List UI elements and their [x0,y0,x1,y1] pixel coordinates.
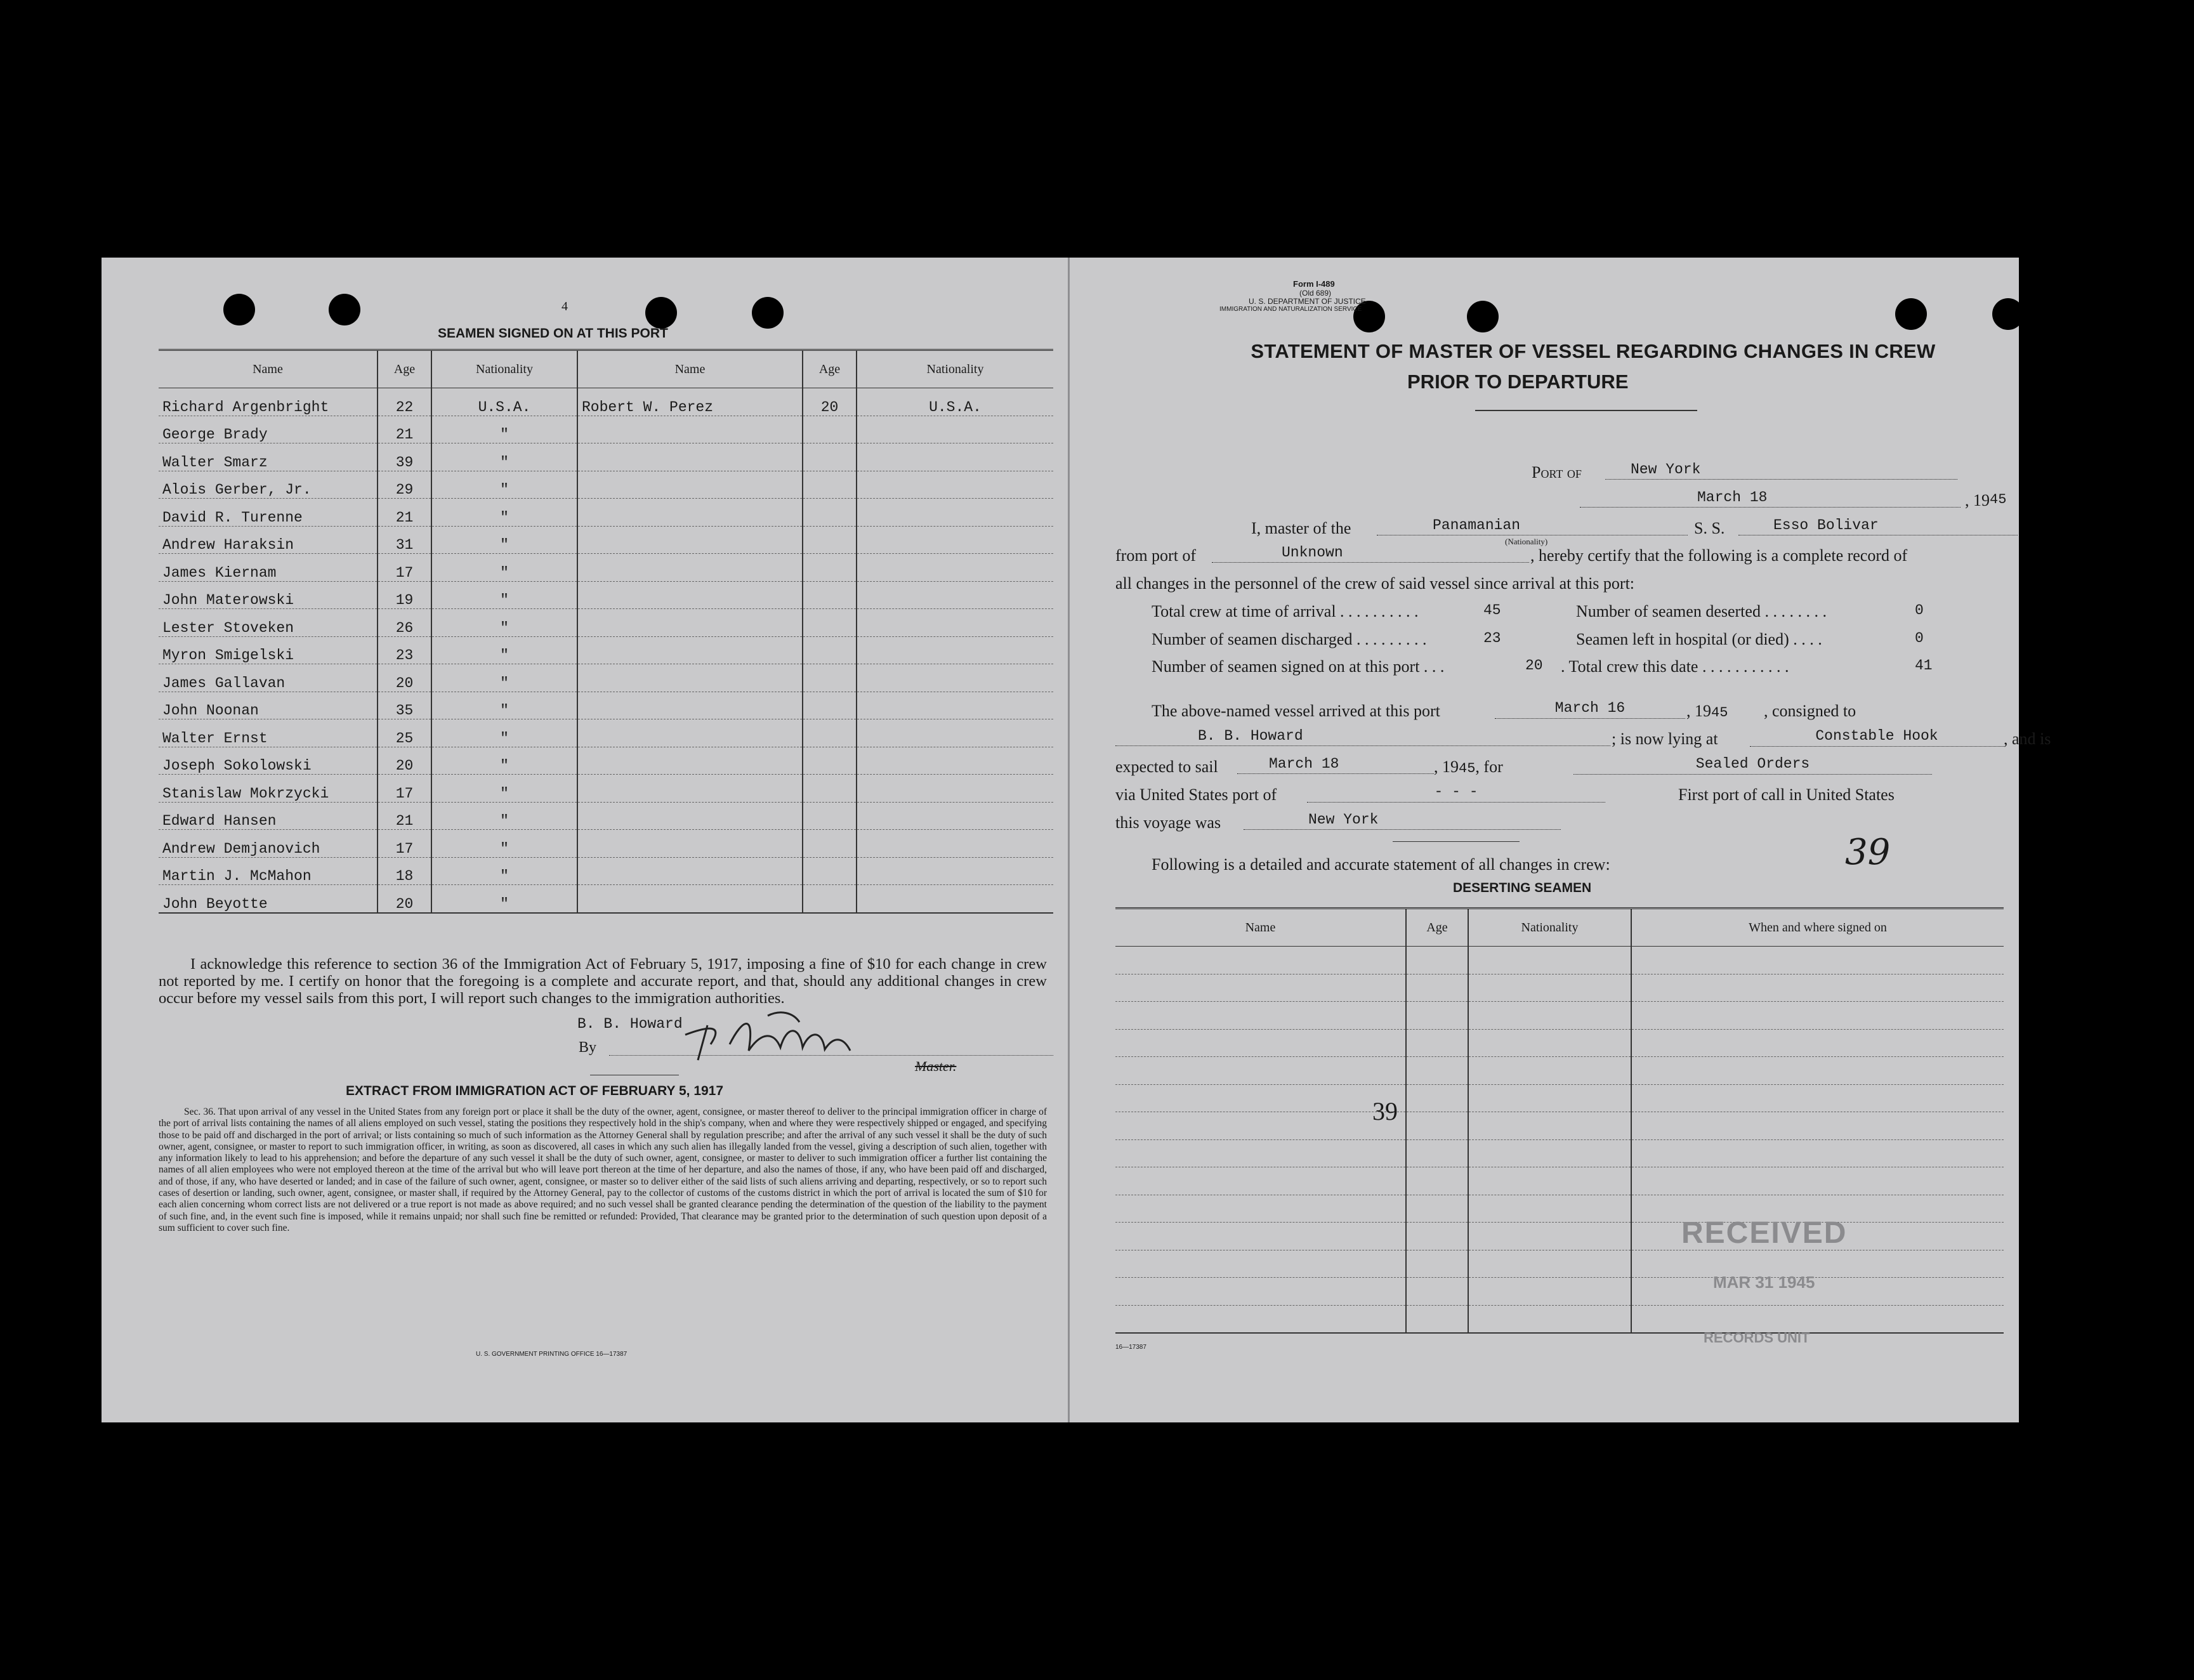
empty-cell [1115,1278,1406,1306]
seaman-nationality [857,636,1053,664]
table-row [159,636,1053,664]
empty-cell [1406,1139,1468,1167]
seaman-name: John Noonan [159,692,378,719]
discharged-label: Number of seamen discharged . . . . . . . . . [1152,630,1427,648]
seaman-name [577,636,803,664]
seaman-name: Alois Gerber, Jr. [159,471,378,499]
table-row [159,554,1053,582]
punch-hole [223,294,255,325]
seaman-age: 35 [378,692,431,719]
seaman-nationality: " [431,471,577,499]
table-row [159,857,1053,885]
seaman-age [803,609,857,637]
empty-cell [1631,1029,2004,1057]
table-row [159,581,1053,609]
table-row [1115,1167,2004,1195]
seaman-age: 39 [378,443,431,471]
divider [1393,841,1520,842]
empty-cell [1468,1002,1631,1030]
empty-cell [1115,1057,1406,1085]
seaman-age: 20 [378,664,431,692]
sail-year-value: 45 [1459,761,1476,777]
lying-label: ; is now lying at [1612,730,1718,748]
column-header: Age [378,350,431,388]
empty-cell [1115,1305,1406,1333]
crew-arrival-value: 45 [1483,602,1501,619]
table-row [159,802,1053,830]
vessel-value: Esso Bolivar [1738,516,2018,535]
seaman-nationality: " [431,416,577,443]
column-header: Name [159,350,378,388]
empty-cell [1631,1278,2004,1306]
port-value: New York [1605,461,1957,480]
via-label: via United States port of [1115,785,1277,804]
from-port-label: from port of [1115,546,1197,565]
nationality-caption: (Nationality) [1505,537,1548,546]
seaman-nationality: " [431,857,577,885]
empty-cell [1631,1057,2004,1085]
seaman-nationality [857,857,1053,885]
table-row [1115,1305,2004,1333]
seaman-nationality: U.S.A. [857,388,1053,416]
seaman-nationality: " [431,636,577,664]
seaman-age [803,636,857,664]
discharged-value: 23 [1483,630,1501,646]
seaman-nationality [857,885,1053,913]
master-label: I, master of the [1251,519,1351,537]
seaman-age [803,499,857,527]
table-row [159,664,1053,692]
seaman-age [803,443,857,471]
empty-cell [1406,1112,1468,1140]
table-row [159,526,1053,554]
seamen-signed-table [159,349,1053,914]
empty-cell [1631,1112,2004,1140]
table-row [159,885,1053,913]
table-row [1115,947,2004,975]
master-label: Master. [915,1058,957,1074]
form-title-line1: STATEMENT OF MASTER OF VESSEL REGARDING CHANGES IN CREW [1251,340,1936,362]
arrived-year: , 1945 [1686,702,1728,721]
table-row [159,692,1053,719]
seaman-name [577,775,803,803]
seaman-name: Martin J. McMahon [159,857,378,885]
table-row [159,609,1053,637]
seaman-nationality [857,526,1053,554]
empty-cell [1115,1195,1406,1223]
seaman-age [803,692,857,719]
table-row [1115,1195,2004,1223]
table-row [1115,1002,2004,1030]
document-sheet [102,258,2051,1422]
via-port-value: - - - [1307,783,1605,803]
empty-cell [1115,1112,1406,1140]
seaman-age [803,885,857,913]
and-is-label: , and is [2004,730,2051,748]
seaman-name [577,609,803,637]
table-row [1115,1278,2004,1306]
seaman-nationality: " [431,692,577,719]
handwritten-note: ​ [1825,271,1830,299]
empty-cell [1406,947,1468,975]
column-header: Age [803,350,857,388]
deserting-title: DESERTING SEAMEN [1453,881,1592,895]
seaman-age: 29 [378,471,431,499]
seaman-name: Joseph Sokolowski [159,747,378,775]
certify-text-2: all changes in the personnel of the crew of said vessel since arrival at this port: [1115,574,1635,593]
seaman-nationality: " [431,499,577,527]
seaman-nationality: " [431,830,577,858]
seaman-nationality [857,443,1053,471]
seaman-nationality: " [431,885,577,913]
seaman-age [803,775,857,803]
table-row [159,830,1053,858]
seaman-name [577,526,803,554]
seaman-name: Robert W. Perez [577,388,803,416]
nationality-value: Panamanian [1377,516,1688,535]
seaman-name: Myron Smigelski [159,636,378,664]
empty-cell [1406,974,1468,1002]
extract-text: Sec. 36. That upon arrival of any vessel in the United States from any foreign port or place it shall be the duty of the owner, agent, consignee, or master thereof to deliver to the principal immigration officer in charge of the port of arrival lists containing the names of all aliens employed on such vessel, stating the positions they respectively hold in the ship's company, when and where they were respectively shipped or engaged, and specifying those to be paid off and discharged in the port of arrival; or lists containing so much of such information as the Attorney General shall by regulation prescribe; and after the arrival of any such vessel it shall be the duty of such owner, agent, consignee, or master to report to such immigration officer, in writing, as soon as discovered, all cases in which any such alien has illegally landed from the vessel, giving a description of such alien, together with any information likely to lead to his apprehension; and before the departure of any such vessel it shall be the duty of such owner, agent, consignee, or master to deliver to such immigration officer a further list containing the names of all alien employees who were not employed thereon at the time of the arrival but who will leave port thereon at the time of her departure, and also the names of those, if any, who have been paid off and discharged, and of those, if any, who have deserted or landed; and in case of the failure of such owner, agent, consignee, or master so to deliver either of the said lists of such aliens arriving and departing, respectively, or so to report such cases of desertion or landing, such owner, agent, consignee, or master shall, if required by the Attorney General, pay to the collector of customs of the customs district in which the port of arrival is located the sum of $10 for each alien concerning whom correct lists are not delivered or a true report is not made as above required; and no such vessel shall be granted clearance pending the determination of the question of the liability to the payment of such fine, and, in the event such fine is imposed, while it remains unpaid; nor shall such fine be remitted or refunded: Provided, That clearance may be granted prior to the determination of such question upon deposit of a sum sufficient to cover such fine. [159,1106,1047,1233]
column-header: Age [1406,909,1468,947]
seaman-age: 25 [378,719,431,747]
table-row [1115,1139,2004,1167]
empty-cell [1468,1250,1631,1278]
seaman-nationality: " [431,802,577,830]
arrived-year-value: 45 [1711,705,1728,721]
seaman-nationality: " [431,719,577,747]
empty-cell [1406,1057,1468,1085]
seaman-name: John Materowski [159,581,378,609]
seaman-age: 31 [378,526,431,554]
seaman-nationality [857,719,1053,747]
empty-cell [1115,1029,1406,1057]
empty-cell [1468,1305,1631,1333]
empty-cell [1406,1305,1468,1333]
empty-cell [1468,1112,1631,1140]
seaman-nationality: U.S.A. [431,388,577,416]
empty-cell [1468,1167,1631,1195]
hospital-label: Seamen left in hospital (or died) . . . . [1576,630,1822,648]
seaman-age: 21 [378,499,431,527]
column-header: Name [1115,909,1406,947]
year-prefix: , 1945 [1965,491,2007,509]
empty-cell [1631,947,2004,975]
table-row [159,388,1053,416]
seaman-age: 19 [378,581,431,609]
right-footer: 16—17387 [1115,1344,1146,1351]
received-stamp: RECEIVED [1681,1216,1848,1250]
seaman-name [577,692,803,719]
year-value: 45 [1990,492,2007,508]
punch-hole [329,294,360,325]
seaman-name [577,443,803,471]
seaman-age: 21 [378,802,431,830]
empty-cell [1406,1278,1468,1306]
seaman-age [803,581,857,609]
seaman-name [577,747,803,775]
date-value: March 18 [1580,489,1961,508]
seaman-age [803,830,857,858]
seaman-nationality [857,692,1053,719]
empty-cell [1468,1057,1631,1085]
empty-cell [1115,1167,1406,1195]
seaman-nationality [857,830,1053,858]
seaman-nationality [857,747,1053,775]
deserted-value: 0 [1915,602,1924,619]
signed-on-label: Number of seamen signed on at this port . . . [1152,657,1445,676]
seaman-nationality [857,775,1053,803]
seaman-nationality [857,802,1053,830]
seaman-age [803,857,857,885]
stamp-date: MAR 31 1945 [1713,1273,1815,1292]
empty-cell [1406,1250,1468,1278]
seaman-name: Andrew Demjanovich [159,830,378,858]
column-header: Name [577,350,803,388]
table-row [1115,1057,2004,1085]
table-row [1115,974,2004,1002]
seaman-age: 23 [378,636,431,664]
table-row [159,471,1053,499]
empty-cell [1115,947,1406,975]
column-header: When and where signed on [1631,909,2004,947]
first-port-value: New York [1244,811,1561,830]
empty-cell [1468,1139,1631,1167]
crew-arrival-label: Total crew at time of arrival . . . . . . . . . . [1152,602,1419,620]
seaman-nationality: " [431,554,577,582]
sail-date: March 18 [1237,755,1434,774]
empty-cell [1631,974,2004,1002]
seaman-name [577,471,803,499]
seaman-name: George Brady [159,416,378,443]
empty-cell [1468,1195,1631,1223]
empty-cell [1631,1250,2004,1278]
seaman-name: Walter Ernst [159,719,378,747]
seaman-age: 20 [378,747,431,775]
table-row [159,499,1053,527]
form-title-line2: PRIOR TO DEPARTURE [1407,371,1629,393]
seaman-age: 17 [378,554,431,582]
center-number: 39 [1372,1097,1398,1125]
punch-hole [1467,301,1499,332]
seaman-nationality: " [431,526,577,554]
empty-cell [1406,1195,1468,1223]
signed-on-value: 20 [1525,657,1543,674]
seaman-name [577,885,803,913]
table-row [159,719,1053,747]
seaman-nationality [857,499,1053,527]
department: U. S. DEPARTMENT OF JUSTICE [1249,297,1366,306]
seaman-name [577,499,803,527]
seaman-age [803,416,857,443]
empty-cell [1468,1278,1631,1306]
form-id: Form I-489 [1293,279,1335,289]
column-header: Nationality [857,350,1053,388]
page-number: 4 [562,299,568,313]
seaman-age [803,802,857,830]
signer-typed-name: B. B. Howard [577,1016,683,1032]
seaman-age: 20 [378,885,431,913]
for-label: , for [1475,758,1503,776]
seaman-nationality [857,416,1053,443]
arrived-label: The above-named vessel arrived at this port [1152,702,1440,720]
seaman-age: 22 [378,388,431,416]
empty-cell [1406,1084,1468,1112]
form-old: (Old 689) [1299,289,1332,298]
first-port-label: First port of call in United States [1678,785,1895,804]
seaman-age: 21 [378,416,431,443]
column-header: Nationality [431,350,577,388]
empty-cell [1631,1305,2004,1333]
hospital-value: 0 [1915,630,1924,646]
seaman-name [577,857,803,885]
empty-cell [1468,1223,1631,1250]
seaman-nationality: " [431,775,577,803]
total-label: . Total crew this date . . . . . . . . . . . [1561,657,1789,676]
from-port-value: Unknown [1212,544,1529,563]
seaman-name: Lester Stoveken [159,609,378,637]
seaman-age: 18 [378,857,431,885]
seaman-name: Andrew Haraksin [159,526,378,554]
seaman-nationality: " [431,664,577,692]
seaman-name: Richard Argenbright [159,388,378,416]
empty-cell [1115,1084,1406,1112]
records-unit-stamp: RECORDS UNIT [1704,1330,1810,1346]
lying-at-value: Constable Hook [1750,727,2004,747]
seaman-nationality: " [431,609,577,637]
deserting-seamen-table [1115,907,2004,1334]
seaman-name [577,581,803,609]
seaman-name [577,664,803,692]
consigned-label: , consigned to [1764,702,1856,720]
empty-cell [1468,1029,1631,1057]
empty-cell [1115,1250,1406,1278]
seaman-age: 26 [378,609,431,637]
deserted-label: Number of seamen deserted . . . . . . . . [1576,602,1827,620]
seaman-nationality [857,554,1053,582]
seaman-age [803,747,857,775]
table-row [1115,1112,2004,1140]
empty-cell [1115,1223,1406,1250]
port-label: Port of [1532,463,1582,482]
seaman-age [803,719,857,747]
seaman-age [803,526,857,554]
total-value: 41 [1915,657,1933,674]
extract-title: EXTRACT FROM IMMIGRATION ACT OF FEBRUARY 5, 1917 [346,1084,724,1098]
empty-cell [1115,974,1406,1002]
page-fold [1068,258,1070,1422]
acknowledgement-text: I acknowledge this reference to section 36 of the Immigration Act of February 5, 1917, imposing a fine of $10 for each change in crew not reported by me. I certify on honor that the foregoing is a complete and accurate report, and that, should any additional changes in crew occur before my vessel sails from this port, I will report such changes to the immigration authorities. [159,955,1047,1007]
arrived-date: March 16 [1495,699,1685,719]
table-row [159,443,1053,471]
empty-cell [1631,1167,2004,1195]
table-row [159,747,1053,775]
by-label: By [579,1039,597,1056]
empty-cell [1468,947,1631,975]
empty-cell [1468,974,1631,1002]
table-row [1115,1084,2004,1112]
seaman-age: 17 [378,830,431,858]
seaman-nationality: " [431,443,577,471]
seaman-nationality [857,664,1053,692]
seaman-name: Edward Hansen [159,802,378,830]
seaman-age [803,554,857,582]
empty-cell [1631,1084,2004,1112]
seaman-name [577,802,803,830]
seaman-age [803,664,857,692]
empty-cell [1406,1167,1468,1195]
empty-cell [1631,1002,2004,1030]
table-row [159,775,1053,803]
service: IMMIGRATION AND NATURALIZATION SERVICE [1219,306,1362,313]
certify-text: , hereby certify that the following is a complete record of [1530,546,1908,565]
section-title: SEAMEN SIGNED ON AT THIS PORT [438,326,668,341]
table-row [1115,1029,2004,1057]
consignee-value: B. B. Howard [1115,727,1610,746]
ss-label: S. S. [1694,519,1725,537]
seaman-name [577,554,803,582]
seaman-nationality [857,581,1053,609]
expected-label: expected to sail [1115,758,1218,776]
punch-hole [1895,298,1927,330]
seaman-age: 17 [378,775,431,803]
empty-cell [1406,1223,1468,1250]
empty-cell [1115,1139,1406,1167]
punch-hole [752,297,784,329]
seaman-name [577,719,803,747]
sail-year: , 1945, for [1434,758,1503,777]
handwritten-number: 39 [1845,832,1891,873]
seaman-name: John Beyotte [159,885,378,913]
voyage-label: this voyage was [1115,813,1221,832]
seaman-nationality [857,471,1053,499]
seaman-name: Walter Smarz [159,443,378,471]
left-footer: U. S. GOVERNMENT PRINTING OFFICE 16—17387 [476,1351,627,1358]
empty-cell [1115,1002,1406,1030]
seaman-age: 20 [803,388,857,416]
empty-cell [1468,1084,1631,1112]
destination-value: Sealed Orders [1573,755,1932,775]
column-header: Nationality [1468,909,1631,947]
seaman-nationality: " [431,581,577,609]
table-row [1115,1250,2004,1278]
title-rule [1475,410,1697,411]
empty-cell [1631,1139,2004,1167]
table-row [159,416,1053,443]
seaman-nationality [857,609,1053,637]
seaman-nationality: " [431,747,577,775]
seaman-name [577,416,803,443]
master-signature [673,1000,882,1070]
following-text: Following is a detailed and accurate statement of all changes in crew: [1152,855,1610,874]
seaman-name: James Gallavan [159,664,378,692]
empty-cell [1406,1002,1468,1030]
punch-hole [645,297,677,329]
table-row [1115,1223,2004,1250]
seaman-age [803,471,857,499]
seaman-name: David R. Turenne [159,499,378,527]
punch-hole [1992,298,2024,330]
seaman-name: James Kiernam [159,554,378,582]
empty-cell [1406,1029,1468,1057]
seaman-name [577,830,803,858]
seaman-name: Stanislaw Mokrzycki [159,775,378,803]
